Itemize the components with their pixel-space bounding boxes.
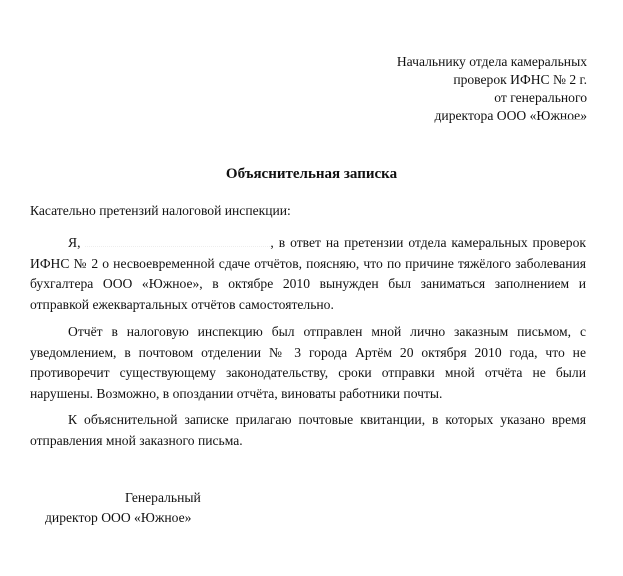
signature-line-2: директор ООО «Южное» — [45, 510, 192, 525]
paragraph-1-rest: , в ответ на претензии отдела камеральных проверок ИФНС № 2 о несвоевременной сдаче отчётов, поясняю, что по причине тяжёлого заболевания бухгалтера ООО «Южное», в октябре 2010 вынужден был заниматься заполнением и отправкой ежеквартальных отчётов самостоятельно. — [30, 235, 586, 312]
signature-line-1: Генеральный — [125, 490, 201, 505]
addressee-line-2: проверок ИФНС № 2 г. — [453, 72, 587, 87]
cropped-line-fragment — [561, 119, 585, 124]
document-title: Объяснительная записка — [225, 166, 398, 182]
addressee-line-3: от генерального — [494, 90, 587, 105]
signature-block — [45, 488, 201, 528]
subject-line: Касательно претензий налоговой инспекции: — [30, 203, 291, 218]
addressee-line-4: директора ООО «Южное» — [434, 108, 587, 123]
paragraph-2: Отчёт в налоговую инспекцию был отправлен мной лично заказным письмом, с уведомлением, в почтовом отделении № 3 города Артём 20 октября 2010 года, что не противоречит существующему законодательству, сроки отправки мной отчёта не были нарушены. Возможно, в опоздании отчёта, виноваты работники почты. — [30, 324, 586, 401]
paragraph-3: К объяснительной записке прилагаю почтовые квитанции, в которых указано время отправления мной заказного письма. — [30, 412, 586, 448]
addressee-line-1: Начальнику отдела камеральных — [396, 54, 587, 69]
blank-name-field — [85, 234, 270, 247]
paragraph-1 — [30, 233, 586, 315]
paragraph-1-start: Я, — [68, 235, 81, 250]
addressee-block — [397, 53, 587, 125]
